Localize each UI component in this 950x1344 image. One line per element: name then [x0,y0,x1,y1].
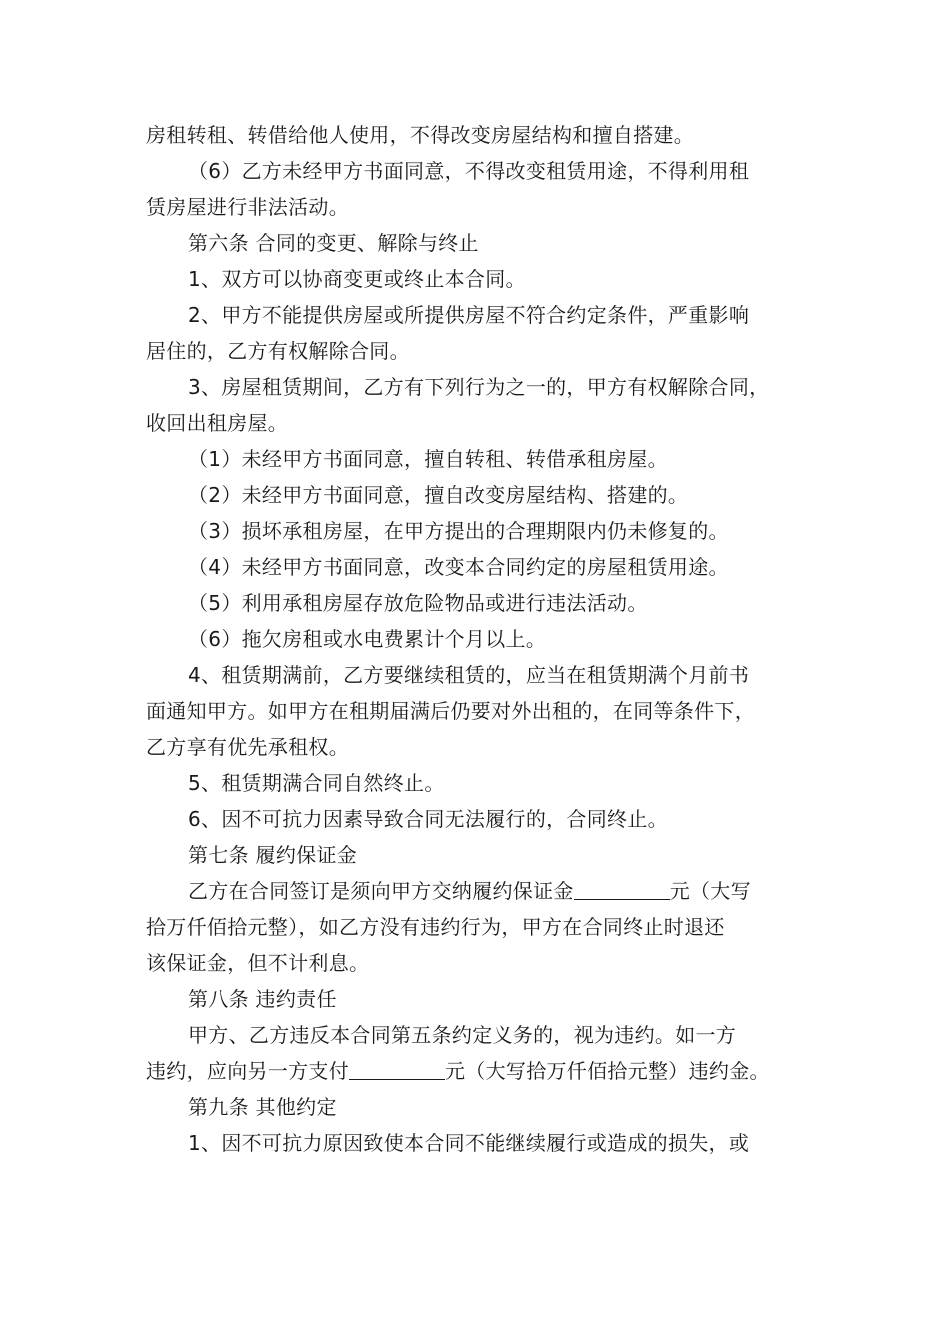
text-segment: 乙方在合同签订是须向甲方交纳履约保证金 [188,879,574,903]
text-line: 面通知甲方。如甲方在租期届满后仍要对外出租的，在同等条件下， [146,699,755,723]
article-heading: 第七条 履约保证金 [188,843,358,867]
text-line: （6）乙方未经甲方书面同意，不得改变租赁用途，不得利用租 [188,159,750,183]
text-line: 乙方享有优先承租权。 [146,735,349,759]
text-line: （3）损坏承租房屋，在甲方提出的合理期限内仍未修复的。 [188,519,729,543]
text-segment: 违约，应向另一方支付 [146,1059,349,1083]
text-line: 4、租赁期满前，乙方要继续租赁的，应当在租赁期满个月前书 [188,663,750,687]
text-line: 1、因不可抗力原因致使本合同不能继续履行或造成的损失，或 [188,1131,750,1155]
text-line: 3、房屋租赁期间，乙方有下列行为之一的，甲方有权解除合同， [188,375,770,399]
text-line: 5、租赁期满合同自然终止。 [188,771,445,795]
text-line: （6）拖欠房租或水电费累计个月以上。 [188,627,547,651]
text-line-with-blank [146,1053,826,1089]
text-line: （1）未经甲方书面同意，擅自转租、转借承租房屋。 [188,447,668,471]
article-heading: 第六条 合同的变更、解除与终止 [188,231,479,255]
text-line: 赁房屋进行非法活动。 [146,195,349,219]
text-line: 1、双方可以协商变更或终止本合同。 [188,267,526,291]
text-segment: 元（大写拾万仟佰拾元整）违约金。 [445,1059,770,1083]
text-line: 6、因不可抗力因素导致合同无法履行的，合同终止。 [188,807,668,831]
fill-in-blank [574,877,670,900]
fill-in-blank [349,1057,445,1080]
article-heading: 第九条 其他约定 [188,1095,337,1119]
text-line: 甲方、乙方违反本合同第五条约定义务的，视为违约。如一方 [188,1023,737,1047]
text-line: 居住的，乙方有权解除合同。 [146,339,410,363]
text-line: （2）未经甲方书面同意，擅自改变房屋结构、搭建的。 [188,483,689,507]
text-line: 房租转租、转借给他人使用，不得改变房屋结构和擅自搭建。 [146,123,695,147]
text-segment: 元（大写 [669,879,751,903]
text-line: 收回出租房屋。 [146,411,289,435]
text-line-with-blank [146,873,826,909]
text-line: 2、甲方不能提供房屋或所提供房屋不符合约定条件，严重影响 [188,303,750,327]
text-line: （4）未经甲方书面同意，改变本合同约定的房屋租赁用途。 [188,555,729,579]
text-line: （5）利用承租房屋存放危险物品或进行违法活动。 [188,591,648,615]
article-heading: 第八条 违约责任 [188,987,337,1011]
contract-text-body [146,117,826,1161]
text-line: 拾万仟佰拾元整），如乙方没有违约行为，甲方在合同终止时退还 [146,915,725,939]
text-line: 该保证金，但不计利息。 [146,951,370,975]
